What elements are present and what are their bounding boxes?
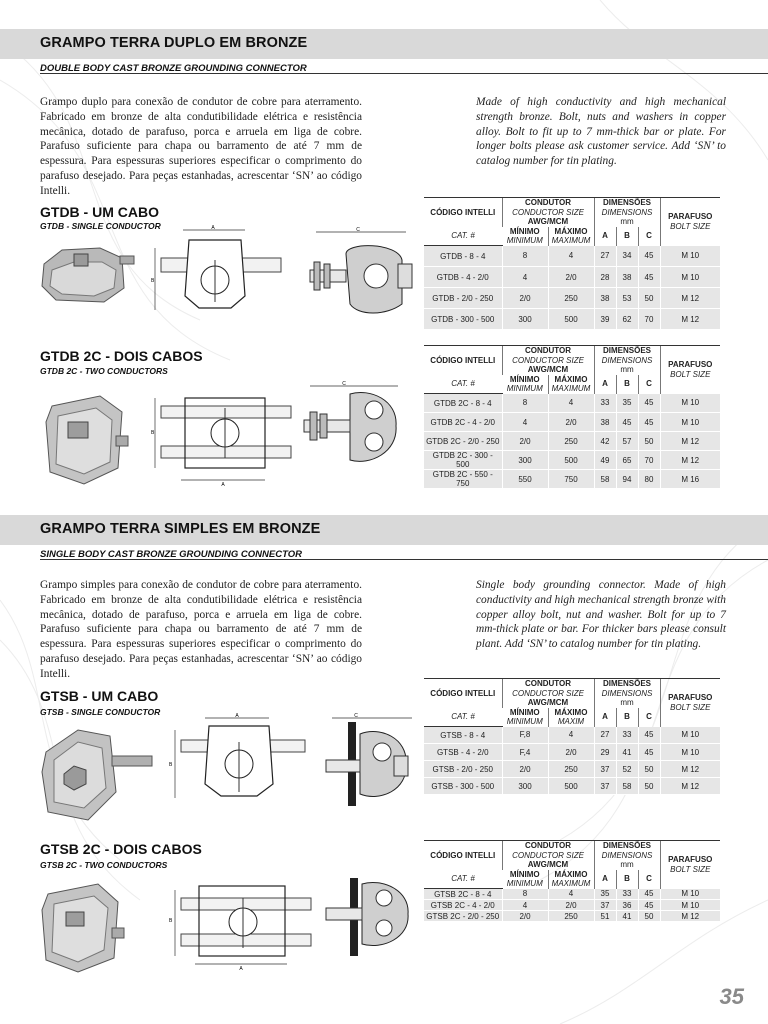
- page-number: 35: [719, 984, 744, 1009]
- table-cell: 2/0: [548, 900, 594, 911]
- table-cell: M 12: [660, 911, 720, 922]
- col-condutor-header: CONDUTOR CONDUCTOR SIZE AWG/MCM: [502, 346, 594, 375]
- table-cell: 2/0: [502, 911, 548, 922]
- table-cell: 37: [594, 761, 616, 778]
- table-row: [424, 451, 720, 470]
- table-cell: 4: [548, 727, 594, 744]
- table-cell: 45: [638, 889, 660, 900]
- gtsb2c-spec-table: [424, 840, 720, 922]
- table-row: [424, 394, 720, 413]
- table-cell: M 10: [660, 900, 720, 911]
- table-cell: 49: [594, 451, 616, 470]
- table-cell: 37: [594, 778, 616, 795]
- table-row: [424, 911, 720, 922]
- section-1-subtitle: DOUBLE BODY CAST BRONZE GROUNDING CONNECTOR: [40, 63, 307, 74]
- table-cell: 38: [594, 288, 616, 309]
- table-cell: 39: [594, 309, 616, 330]
- table-cell: M 12: [660, 309, 720, 330]
- table-cell: 45: [616, 413, 638, 432]
- col-condutor-header: CONDUTOR CONDUCTOR SIZE AWG/MCM: [502, 841, 594, 870]
- table-cell: M 12: [660, 432, 720, 451]
- table-row: [424, 246, 720, 267]
- table-cell: M 10: [660, 246, 720, 267]
- section-1-description-en: Made of high conductivity and high mechanical strength bronze. Bolt, nuts and washers in copper alloy. Bolt to fit up to 7 mm-thick bar or plate. For longer bolts please ask customer service. Add ‘SN’ to catalog number for tin plating.: [476, 96, 726, 168]
- table-cell: 250: [548, 761, 594, 778]
- section-2-description-pt: Grampo simples para conexão de condutor de cobre para aterramento. Fabricado em bronze de alta condutibilidade elétrica e resistência mecânica, dotado de parafuso, porca e arruela em liga de cobre. Parafuso suficiente para chapa ou barramento de até 7 mm de espessura. Para espessuras superiores especificar o comprimento do parafuso desejado. Para peças estanhadas, acrescentar ‘SN’ ao código Intelli.: [40, 579, 362, 680]
- table-cell: 300: [502, 309, 548, 330]
- table-cell: 2/0: [502, 288, 548, 309]
- table-cell: 8: [502, 246, 548, 267]
- col-c-header: C: [638, 227, 660, 246]
- section-1-title-band: [0, 29, 768, 59]
- table-cell: 51: [594, 911, 616, 922]
- gtsb2c-spec-rows: [424, 889, 720, 922]
- table-cell: 500: [548, 778, 594, 795]
- table-cell: GTSB 2C - 2/0 - 250: [424, 911, 502, 922]
- table-cell: 4: [548, 246, 594, 267]
- svg-text:C: C: [354, 713, 358, 719]
- table-cell: 4: [548, 889, 594, 900]
- svg-text:B: B: [151, 278, 155, 284]
- col-maximo-header: MÁXIMO MAXIMUM: [548, 870, 594, 889]
- table-cell: M 10: [660, 889, 720, 900]
- col-dimensoes-header: DIMENSÕES DIMENSIONS mm: [594, 346, 660, 375]
- table-cell: 58: [594, 470, 616, 489]
- col-cat-header: CAT. #: [424, 708, 502, 727]
- table-cell: 41: [616, 744, 638, 761]
- svg-text:A: A: [211, 225, 215, 231]
- col-codigo-header: CÓDIGO INTELLI: [424, 346, 502, 375]
- svg-text:B: B: [169, 762, 173, 768]
- table-cell: 45: [638, 246, 660, 267]
- table-cell: GTDB 2C - 8 - 4: [424, 394, 502, 413]
- col-parafuso-header: PARAFUSO BOLT SIZE: [660, 198, 720, 246]
- table-cell: 38: [616, 267, 638, 288]
- svg-text:A: A: [239, 966, 243, 972]
- table-cell: 80: [638, 470, 660, 489]
- table-cell: 4: [502, 267, 548, 288]
- table-cell: 45: [638, 394, 660, 413]
- table-row: [424, 470, 720, 489]
- table-cell: M 12: [660, 288, 720, 309]
- table-cell: 62: [616, 309, 638, 330]
- table-cell: GTSB 2C - 8 - 4: [424, 889, 502, 900]
- table-cell: M 10: [660, 267, 720, 288]
- table-cell: 65: [616, 451, 638, 470]
- section-1-description-pt: Grampo duplo para conexão de condutor de cobre para aterramento. Fabricado em bronze de alta condutibilidade elétrica e resistência mecânica, dotado de parafuso, porca e arruela em liga de cobre. Parafuso suficiente para chapa ou barramento de até 7 mm de espessura. Para espessuras superiores especificar o comprimento do parafuso desejado. Para peças estanhadas, acrescentar ‘SN’ ao código Intelli.: [40, 96, 362, 197]
- table-row: [424, 267, 720, 288]
- table-cell: 34: [616, 246, 638, 267]
- table-cell: 33: [616, 727, 638, 744]
- product-gtdb2c-title: GTDB 2C - DOIS CABOS: [40, 348, 203, 364]
- table-cell: GTSB - 2/0 - 250: [424, 761, 502, 778]
- table-cell: 35: [594, 889, 616, 900]
- gtdb2c-spec-rows: [424, 394, 720, 489]
- svg-text:A: A: [221, 482, 225, 488]
- col-maximo-header: MÁXIMO MAXIM: [548, 708, 594, 727]
- product-gtdb2c-subtitle: GTDB 2C - TWO CONDUCTORS: [40, 366, 168, 376]
- table-cell: 750: [548, 470, 594, 489]
- table-cell: GTDB 2C - 2/0 - 250: [424, 432, 502, 451]
- table-cell: 300: [502, 778, 548, 795]
- table-cell: 33: [594, 394, 616, 413]
- svg-text:B: B: [169, 918, 173, 924]
- svg-text:C: C: [356, 227, 360, 233]
- col-minimo-header: MÍNIMO MINIMUM: [506, 707, 543, 726]
- table-cell: 50: [638, 288, 660, 309]
- gtsb-side-drawing: [322, 712, 422, 810]
- table-cell: 2/0: [548, 413, 594, 432]
- table-row: [424, 778, 720, 795]
- col-condutor-header: CONDUTOR CONDUCTOR SIZE AWG/MCM: [502, 679, 594, 708]
- gtsb2c-front-drawing: [165, 872, 317, 972]
- table-cell: M 10: [660, 394, 720, 413]
- table-cell: GTDB - 8 - 4: [424, 246, 502, 267]
- table-cell: GTDB - 2/0 - 250: [424, 288, 502, 309]
- table-row: [424, 727, 720, 744]
- col-parafuso-header: PARAFUSO BOLT SIZE: [660, 346, 720, 394]
- col-c-header: C: [638, 375, 660, 394]
- col-a-header: A: [594, 870, 616, 889]
- table-row: [424, 309, 720, 330]
- gtsb-front-drawing: [165, 712, 315, 808]
- table-cell: GTSB - 4 - 2/0: [424, 744, 502, 761]
- table-cell: GTDB 2C - 4 - 2/0: [424, 413, 502, 432]
- table-cell: 45: [638, 900, 660, 911]
- table-cell: 500: [548, 309, 594, 330]
- table-cell: 4: [502, 900, 548, 911]
- table-row: [424, 288, 720, 309]
- table-cell: 2/0: [548, 267, 594, 288]
- gtdb-side-drawing: [306, 224, 424, 320]
- gtdb-product-photo: [38, 236, 138, 310]
- section-2-description-en: Single body grounding connector. Made of high conductivity and high mechanical strength bronze with copper alloy bolt, nut and washer. Bolt for up to 7 mm-thick plate or bar. For thicker bars please consult plant. Add ‘SN’ to catalog number for tin plating.: [476, 579, 726, 651]
- product-gtsb-title: GTSB - UM CABO: [40, 688, 159, 704]
- gtdb2c-side-drawing: [300, 380, 410, 472]
- table-cell: M 10: [660, 413, 720, 432]
- table-cell: 27: [594, 727, 616, 744]
- table-cell: M 12: [660, 761, 720, 778]
- table-cell: 50: [638, 761, 660, 778]
- product-gtsb-subtitle: GTSB - SINGLE CONDUCTOR: [40, 707, 161, 717]
- col-maximo-header: MÁXIMO MAXIMUM: [548, 375, 594, 394]
- col-codigo-header: CÓDIGO INTELLI: [424, 679, 502, 708]
- table-cell: 250: [548, 432, 594, 451]
- table-cell: 36: [616, 900, 638, 911]
- table-cell: 4: [548, 394, 594, 413]
- svg-text:B: B: [151, 430, 155, 436]
- table-cell: 2/0: [548, 744, 594, 761]
- section-2-subtitle-bar: [40, 544, 768, 560]
- table-cell: GTSB - 300 - 500: [424, 778, 502, 795]
- section-2-subtitle: SINGLE BODY CAST BRONZE GROUNDING CONNECTOR: [40, 549, 302, 560]
- col-b-header: B: [616, 870, 638, 889]
- table-row: [424, 744, 720, 761]
- table-cell: 27: [594, 246, 616, 267]
- table-cell: 2/0: [502, 761, 548, 778]
- col-cat-header: CAT. #: [424, 375, 502, 394]
- table-cell: 250: [548, 288, 594, 309]
- table-cell: GTSB - 8 - 4: [424, 727, 502, 744]
- table-cell: 58: [616, 778, 638, 795]
- table-cell: F,4: [502, 744, 548, 761]
- table-row: [424, 761, 720, 778]
- section-2-title-band: [0, 515, 768, 545]
- product-gtsb2c-title: GTSB 2C - DOIS CABOS: [40, 841, 202, 857]
- table-cell: 53: [616, 288, 638, 309]
- table-cell: GTDB - 300 - 500: [424, 309, 502, 330]
- gtsb-product-photo: [38, 722, 158, 828]
- gtsb2c-side-drawing: [322, 872, 418, 960]
- table-row: [424, 900, 720, 911]
- col-maximo-header: MÁXIMO MAXIMUM: [548, 227, 594, 246]
- table-cell: 28: [594, 267, 616, 288]
- table-cell: 550: [502, 470, 548, 489]
- table-cell: GTDB 2C - 300 - 500: [424, 451, 502, 470]
- table-cell: 50: [638, 778, 660, 795]
- table-cell: 33: [616, 889, 638, 900]
- table-cell: 45: [638, 744, 660, 761]
- col-c-header: C: [638, 708, 660, 727]
- product-gtsb2c-subtitle: GTSB 2C - TWO CONDUCTORS: [40, 860, 168, 870]
- table-cell: GTDB - 4 - 2/0: [424, 267, 502, 288]
- table-cell: F,8: [502, 727, 548, 744]
- table-cell: 52: [616, 761, 638, 778]
- col-condutor-header: CONDUTOR CONDUCTOR SIZE AWG/MCM: [502, 198, 594, 227]
- table-cell: 4: [502, 413, 548, 432]
- col-minimo-header: MÍNIMO MINIMUM: [506, 869, 543, 888]
- table-cell: M 16: [660, 470, 720, 489]
- product-gtdb-title: GTDB - UM CABO: [40, 204, 159, 220]
- col-codigo-header: CÓDIGO INTELLI: [424, 841, 502, 870]
- table-cell: 70: [638, 309, 660, 330]
- table-cell: 8: [502, 889, 548, 900]
- table-cell: GTSB 2C - 4 - 2/0: [424, 900, 502, 911]
- table-cell: 29: [594, 744, 616, 761]
- table-cell: M 12: [660, 451, 720, 470]
- col-a-header: A: [594, 708, 616, 727]
- col-parafuso-header: PARAFUSO BOLT SIZE: [660, 679, 720, 727]
- table-cell: 94: [616, 470, 638, 489]
- table-cell: 41: [616, 911, 638, 922]
- gtdb2c-product-photo: [40, 392, 130, 488]
- table-cell: 2/0: [502, 432, 548, 451]
- gtdb2c-spec-table: [424, 345, 720, 489]
- table-cell: 50: [638, 432, 660, 451]
- gtdb-spec-rows: [424, 246, 720, 330]
- gtdb2c-front-drawing: [145, 378, 297, 488]
- col-a-header: A: [594, 375, 616, 394]
- col-b-header: B: [616, 227, 638, 246]
- table-cell: 50: [638, 911, 660, 922]
- table-cell: 8: [502, 394, 548, 413]
- col-minimo-header: MÍNIMO MINIMUM: [506, 374, 543, 393]
- col-dimensoes-header: DIMENSÕES DIMENSIONS mm: [594, 679, 660, 708]
- table-row: [424, 889, 720, 900]
- table-cell: 500: [548, 451, 594, 470]
- svg-text:A: A: [235, 713, 239, 719]
- table-cell: 45: [638, 727, 660, 744]
- col-dimensoes-header: DIMENSÕES DIMENSIONS mm: [594, 198, 660, 227]
- col-parafuso-header: PARAFUSO BOLT SIZE: [660, 841, 720, 889]
- svg-text:C: C: [342, 381, 346, 387]
- table-cell: GTDB 2C - 550 - 750: [424, 470, 502, 489]
- table-cell: 57: [616, 432, 638, 451]
- col-minimo-header: MÍNIMO MINIMUM: [506, 226, 543, 245]
- table-cell: 45: [638, 267, 660, 288]
- table-cell: 42: [594, 432, 616, 451]
- table-row: [424, 432, 720, 451]
- table-cell: 37: [594, 900, 616, 911]
- col-a-header: A: [594, 227, 616, 246]
- gtdb-front-drawing: [145, 224, 295, 320]
- gtdb-spec-table: [424, 197, 720, 330]
- table-cell: 250: [548, 911, 594, 922]
- table-cell: M 12: [660, 778, 720, 795]
- table-cell: M 10: [660, 727, 720, 744]
- table-cell: 35: [616, 394, 638, 413]
- col-cat-header: CAT. #: [424, 870, 502, 889]
- section-2-title: GRAMPO TERRA SIMPLES EM BRONZE: [40, 521, 321, 537]
- gtsb-spec-table: [424, 678, 720, 795]
- table-cell: 300: [502, 451, 548, 470]
- gtsb2c-product-photo: [38, 878, 128, 976]
- table-cell: M 10: [660, 744, 720, 761]
- table-cell: 45: [638, 413, 660, 432]
- col-b-header: B: [616, 708, 638, 727]
- section-1-title: GRAMPO TERRA DUPLO EM BRONZE: [40, 35, 308, 51]
- col-c-header: C: [638, 870, 660, 889]
- gtsb-spec-rows: [424, 727, 720, 795]
- col-dimensoes-header: DIMENSÕES DIMENSIONS mm: [594, 841, 660, 870]
- table-cell: 38: [594, 413, 616, 432]
- table-row: [424, 413, 720, 432]
- col-b-header: B: [616, 375, 638, 394]
- product-gtdb-subtitle: GTDB - SINGLE CONDUCTOR: [40, 221, 161, 231]
- section-1-subtitle-bar: [40, 58, 768, 74]
- table-cell: 70: [638, 451, 660, 470]
- col-codigo-header: CÓDIGO INTELLI: [424, 198, 502, 227]
- col-cat-header: CAT. #: [424, 227, 502, 246]
